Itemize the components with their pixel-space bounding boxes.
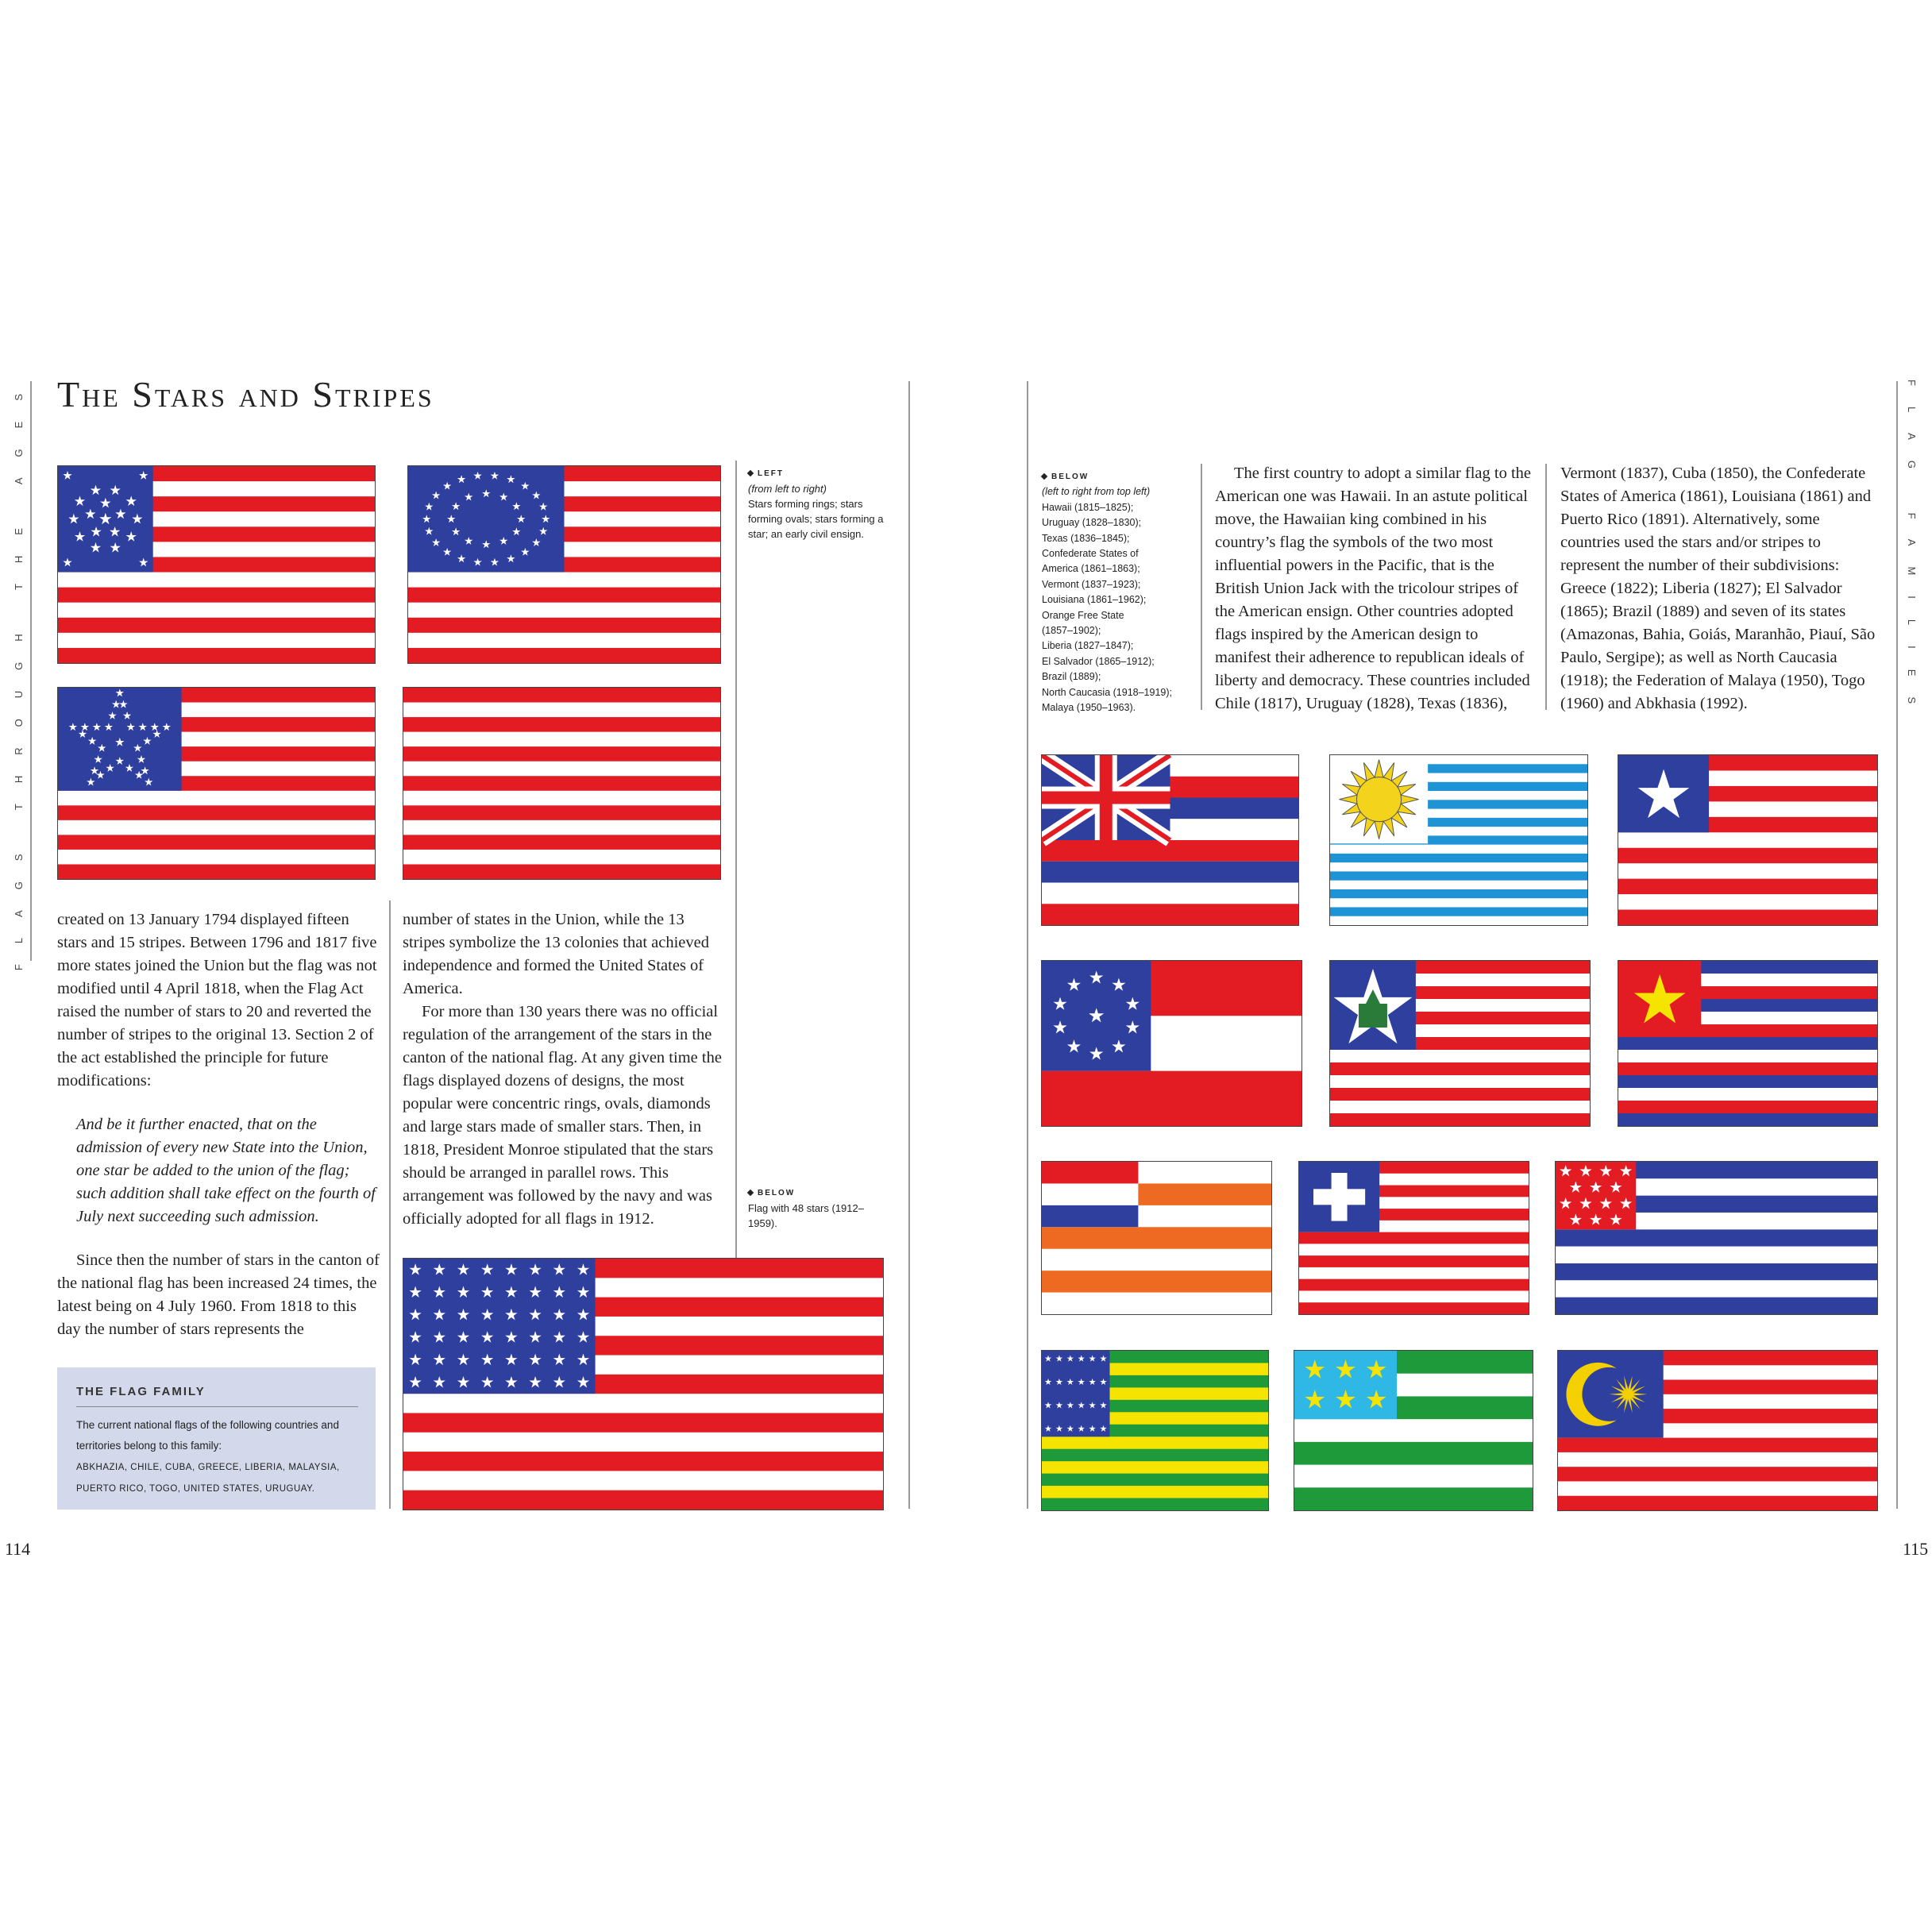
- flag-stripe: [1042, 1474, 1268, 1486]
- flag-stripe: [1618, 1113, 1877, 1126]
- cross-icon: [1313, 1189, 1365, 1205]
- flag-stripe: [1330, 1113, 1590, 1126]
- caption-text: Flag with 48 stars (1912–1959).: [748, 1202, 864, 1229]
- caption-list-item: North Caucasia (1918–1919);: [1042, 686, 1172, 698]
- flag-stripe: [1299, 1302, 1529, 1314]
- caption-label: LEFT: [758, 469, 784, 478]
- flag-stripe: [1330, 845, 1587, 854]
- right-margin-rule: [1896, 381, 1898, 1509]
- flag-stripe: [1556, 1229, 1877, 1246]
- page-number-left: 114: [5, 1539, 31, 1559]
- stars-forming-rings-flag: [57, 465, 376, 664]
- flag-stripe: [1294, 1442, 1533, 1465]
- flag-stripe: [1558, 1467, 1877, 1481]
- flag-stripe: [403, 1490, 883, 1510]
- flag-stripe: [1042, 1249, 1271, 1271]
- caption-list-item: (1857–1902);: [1042, 625, 1101, 637]
- vermont-flag: [1329, 960, 1591, 1127]
- body-column-right-1: [1215, 462, 1533, 715]
- confederate-states-flag: [1041, 960, 1302, 1127]
- flag-48-stars: [403, 1258, 884, 1510]
- flag-stripe: [1556, 1280, 1877, 1297]
- flag-family-box: [57, 1367, 376, 1510]
- flag-stripe: [1330, 881, 1587, 889]
- running-head-right: FLAG FAMILIES: [1906, 380, 1918, 725]
- stars-forming-ovals-flag: [407, 465, 721, 664]
- union-jack-cross: [1042, 792, 1170, 804]
- flag-stripe: [403, 746, 720, 762]
- flag-stripe: [58, 805, 375, 820]
- gutter-rule-left: [908, 381, 910, 1509]
- star-icon: [1622, 1389, 1633, 1400]
- flag-stripe: [58, 835, 375, 850]
- divider: [76, 1406, 358, 1407]
- flag-stripe: [1618, 1050, 1877, 1062]
- caption-list-item: Hawaii (1815–1825);: [1042, 501, 1134, 513]
- caption-text: Stars forming rings; stars forming ovals; stars forming a star; an early civil ensign.: [748, 498, 884, 540]
- flag-stripe: [403, 776, 720, 791]
- flag-stripe: [58, 588, 375, 603]
- early-civil-ensign-flag: [403, 687, 721, 880]
- flag-stripe: [403, 1452, 883, 1471]
- caption-divider-rule-right: [1201, 464, 1202, 710]
- flag-stripe: [1330, 898, 1587, 907]
- flag-stripe: [1330, 1062, 1590, 1075]
- paragraph: For more than 130 years there was no official regulation of the arrangement of the stars in the canton of the national flag. At any given time the flags displayed dozens of designs, the most popular were concentric rings, ovals, diamonds and large stars made of smaller stars. Then, in 1818, President Monroe stipulated that the stars should be arranged in parallel rows. This arrangement was followed by the navy and was officially adopted for all flags in 1912.: [403, 1003, 722, 1228]
- flag-stripe: [408, 618, 720, 633]
- flag-stripe: [403, 864, 720, 879]
- flag-stripe: [403, 1413, 883, 1432]
- stars-forming-a-star-flag: [57, 687, 376, 880]
- flag-canton-stripe: [1042, 1162, 1138, 1183]
- caption-list-item: Louisiana (1861–1962);: [1042, 594, 1147, 606]
- caption-list-item: Uruguay (1828–1830);: [1042, 517, 1142, 529]
- caption-list-item: El Salvador (1865–1912);: [1042, 655, 1155, 667]
- flag-family-title: THE FLAG FAMILY: [76, 1385, 206, 1398]
- body-column-right-2: [1560, 462, 1881, 715]
- flag-canton: [408, 466, 565, 573]
- coat-of-arms-icon: [1359, 1004, 1387, 1028]
- flag-stripe: [1618, 879, 1877, 894]
- flag-stripe: [1618, 1037, 1877, 1050]
- caption-subtitle: (left to right from top left): [1042, 486, 1151, 498]
- flag-stripe: [1042, 883, 1298, 904]
- caption-label: BELOW: [1051, 472, 1089, 481]
- flag-stripe: [58, 648, 375, 663]
- flag-stripe: [1558, 1438, 1877, 1452]
- flag-stripe: [1618, 1088, 1877, 1101]
- flag-stripe: [1042, 862, 1298, 883]
- page-title: The Stars and Stripes: [57, 374, 434, 415]
- caption-list-item: America (1861–1863);: [1042, 563, 1140, 575]
- flag-stripe: [1299, 1232, 1529, 1244]
- flag-stripe: [403, 688, 720, 703]
- flag-stripe: [1299, 1279, 1529, 1291]
- left-margin-rule: [30, 381, 32, 961]
- paragraph: Since then the number of stars in the canton of the national flag has been increased 24 times, the latest being on 4 July 1960. From 1818 to this day the number of stars represents the: [57, 1251, 380, 1338]
- caption-list-item: Texas (1836–1845);: [1042, 532, 1130, 544]
- flag-stripe: [408, 648, 720, 663]
- flag-stripe: [1618, 848, 1877, 863]
- flag-stripe: [1330, 916, 1587, 925]
- flag-stripe: [1330, 862, 1587, 871]
- el-salvador-flag: [1555, 1161, 1878, 1315]
- flag-family-list: ABKHAZIA, CHILE, CUBA, GREECE, LIBERIA, MALAYSIA, PUERTO RICO, TOGO, UNITED STATES, URUGUAY.: [76, 1463, 340, 1494]
- flag-stripe: [1556, 1298, 1877, 1314]
- page-number-right: 115: [1903, 1539, 1929, 1559]
- uruguay-flag: [1329, 754, 1588, 926]
- caption-list-item: Vermont (1837–1923);: [1042, 578, 1141, 590]
- caption-below-48: [748, 1184, 891, 1231]
- caption-below-right: [1042, 469, 1201, 716]
- caption-left: [748, 465, 891, 542]
- flag-canton-stripe: [1042, 1205, 1138, 1227]
- flag-stripe: [1556, 1263, 1877, 1280]
- caption-list-item: Liberia (1827–1847);: [1042, 640, 1134, 652]
- flag-stripe: [1556, 1247, 1877, 1263]
- flag-canton: [403, 1259, 596, 1394]
- column-divider-rule-right: [1545, 464, 1547, 710]
- caption-list: [1042, 500, 1201, 716]
- caption-list-item: Brazil (1889);: [1042, 671, 1101, 683]
- flag-stripe: [1042, 1071, 1301, 1126]
- flag-stripe: [403, 805, 720, 820]
- flag-stripe: [403, 717, 720, 732]
- caption-list-item: Confederate States of: [1042, 548, 1139, 560]
- flag-stripe: [1330, 1088, 1590, 1101]
- flag-stripe: [408, 588, 720, 603]
- caption-list-item: Orange Free State: [1042, 609, 1124, 621]
- flag-act-quote: And be it further enacted, that on the admission of every new State into the Union, one star be added to the union of the flag; such addition shall take effect on the fourth of July next succeeding such admission.: [76, 1116, 376, 1225]
- flag-stripe: [1042, 1498, 1268, 1510]
- body-column-1: [57, 908, 380, 1341]
- north-caucasia-flag: [1294, 1350, 1533, 1511]
- orange-free-state-flag: [1041, 1161, 1272, 1315]
- paragraph: The first country to adopt a similar flag to the American one was Hawaii. In an astute political move, the Hawaiian king combined in his country’s flag the symbols of the two most influential powers in the Pacific, that is the British Union Jack with the tricolour stripes of the American ensign. Other countries adopted flags inspired by the American design to manifest their adherence to republican ideals of liberty and democracy. These countries included Chile (1817), Uruguay (1828), Texas (1836),: [1215, 465, 1532, 712]
- hawaii-flag: [1041, 754, 1299, 926]
- caption-subtitle: (from left to right): [748, 483, 827, 495]
- flag-stripe: [1042, 904, 1298, 925]
- caption-bullet-icon: [747, 1189, 754, 1195]
- flag-stripe: [1618, 1101, 1877, 1113]
- flag-stripe: [1558, 1496, 1877, 1510]
- texas-flag: [1618, 754, 1878, 926]
- flag-stripe: [58, 864, 375, 879]
- flag-stripe: [1042, 840, 1298, 862]
- liberia-flag: [1298, 1161, 1529, 1315]
- flag-stripe: [1618, 1062, 1877, 1075]
- gutter-rule-right: [1027, 381, 1028, 1509]
- caption-bullet-icon: [747, 469, 754, 476]
- flag-family-text: [76, 1415, 362, 1499]
- paragraph: Vermont (1837), Cuba (1850), the Confederate States of America (1861), Louisiana (1861) and Puerto Rico (1891). Alternatively, some countries used the stars and/or stripes to represent the number of their subdivisions: Greece (1822); Liberia (1827); El Salvador (1865); Brazil (1889) and seven of its states (Amazonas, Bahia, Goiás, Maranhão, Piauí, São Paulo, Sergipe); as well as North Caucasia (1918); the Federation of Malaya (1950), Togo (1960) and Abkhasia (1992).: [1560, 465, 1876, 712]
- flag-canton: [1042, 1351, 1110, 1436]
- running-head-left: FLAGS THROUGH THE AGES: [13, 373, 25, 971]
- brazil-flag: [1041, 1350, 1269, 1511]
- flag-stripe: [1618, 1075, 1877, 1088]
- flag-stripe: [58, 618, 375, 633]
- body-column-2: [403, 908, 724, 1231]
- sun-icon: [1357, 777, 1402, 822]
- louisiana-flag: [1618, 960, 1878, 1127]
- caption-list-item: Malaya (1950–1963).: [1042, 702, 1136, 714]
- paragraph: created on 13 January 1794 displayed fifteen stars and 15 stripes. Between 1796 and 1817 five more states joined the Union but the flag was not modified until 4 April 1818, when the Flag Act raised the number of stars to 20 and reverted the number of stripes to the original 13. Section 2 of the act established the principle for future modifications:: [57, 911, 377, 1089]
- flag-stripe: [403, 835, 720, 850]
- caption-bullet-icon: [1041, 472, 1047, 479]
- flag-stripe: [1618, 910, 1877, 925]
- flag-stripe: [1042, 1293, 1271, 1314]
- flag-stripe: [1294, 1487, 1533, 1510]
- column-divider-rule: [389, 900, 391, 1509]
- malaya-flag: [1557, 1350, 1878, 1511]
- flag-stripe: [1042, 1449, 1268, 1461]
- flag-family-intro: The current national flags of the following countries and territories belong to this family:: [76, 1419, 339, 1452]
- caption-label: BELOW: [758, 1189, 796, 1197]
- paragraph: number of states in the Union, while the 13 stripes symbolize the 13 colonies that achieved independence and formed the United States of America.: [403, 911, 709, 997]
- flag-stripe: [1299, 1255, 1529, 1267]
